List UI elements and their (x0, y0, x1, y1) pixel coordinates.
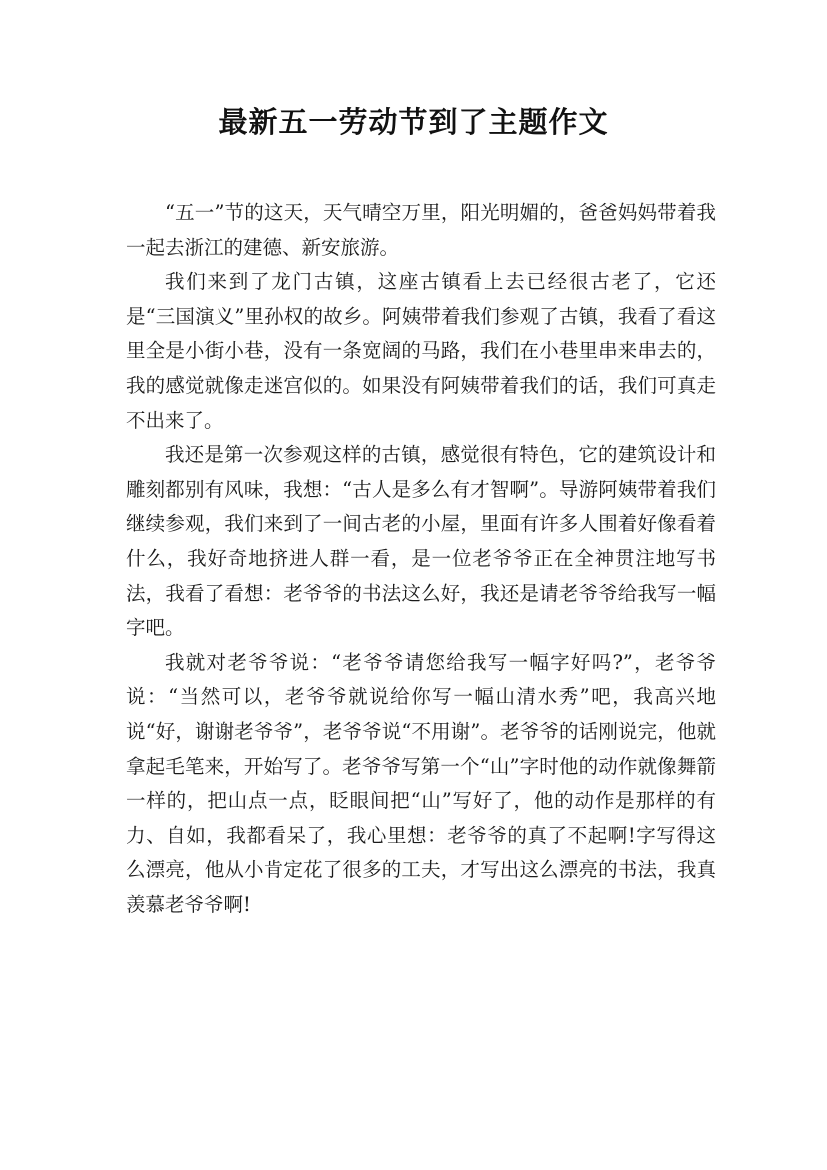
paragraph-3: 我还是第一次参观这样的古镇，感觉很有特色，它的建筑设计和雕刻都别有风味，我想：“古人是多么有才智啊”。导游阿姨带着我们继续参观，我们来到了一间古老的小屋，里面有许多人围着好像看着什么，我好奇地挤进人群一看，是一位老爷爷正在全神贯注地写书法，我看了看想：老爷爷的书法这么好，我还是请老爷爷给我写一幅字吧。 (126, 443, 716, 640)
paragraph-2: 我们来到了龙门古镇，这座古镇看上去已经很古老了，它还是“三国演义”里孙权的故乡。阿姨带着我们参观了古镇，我看了看这里全是小街小巷，没有一条宽阔的马路，我们在小巷里串来串去的，我的感觉就像走迷宫似的。如果没有阿姨带着我们的话，我们可真走不出来了。 (126, 270, 716, 432)
document-body (126, 196, 716, 922)
document-title: 最新五一劳动节到了主题作文 (218, 105, 609, 139)
paragraph-1: “五一”节的这天，天气晴空万里，阳光明媚的，爸爸妈妈带着我一起去浙江的建德、新安旅游。 (126, 201, 716, 259)
paragraph-4: 我就对老爷爷说：“老爷爷请您给我写一幅字好吗?”，老爷爷说：“当然可以，老爷爷就说给你写一幅山清水秀”吧，我高兴地说“好，谢谢老爷爷”，老爷爷说“不用谢”。老爷爷的话刚说完，他就拿起毛笔来，开始写了。老爷爷写第一个“山”字时他的动作就像舞箭一样的，把山点一点，眨眼间把“山”写好了，他的动作是那样的有力、自如，我都看呆了，我心里想：老爷爷的真了不起啊!字写得这么漂亮，他从小肯定花了很多的工夫，才写出这么漂亮的书法，我真羡慕老爷爷啊! (126, 650, 716, 916)
